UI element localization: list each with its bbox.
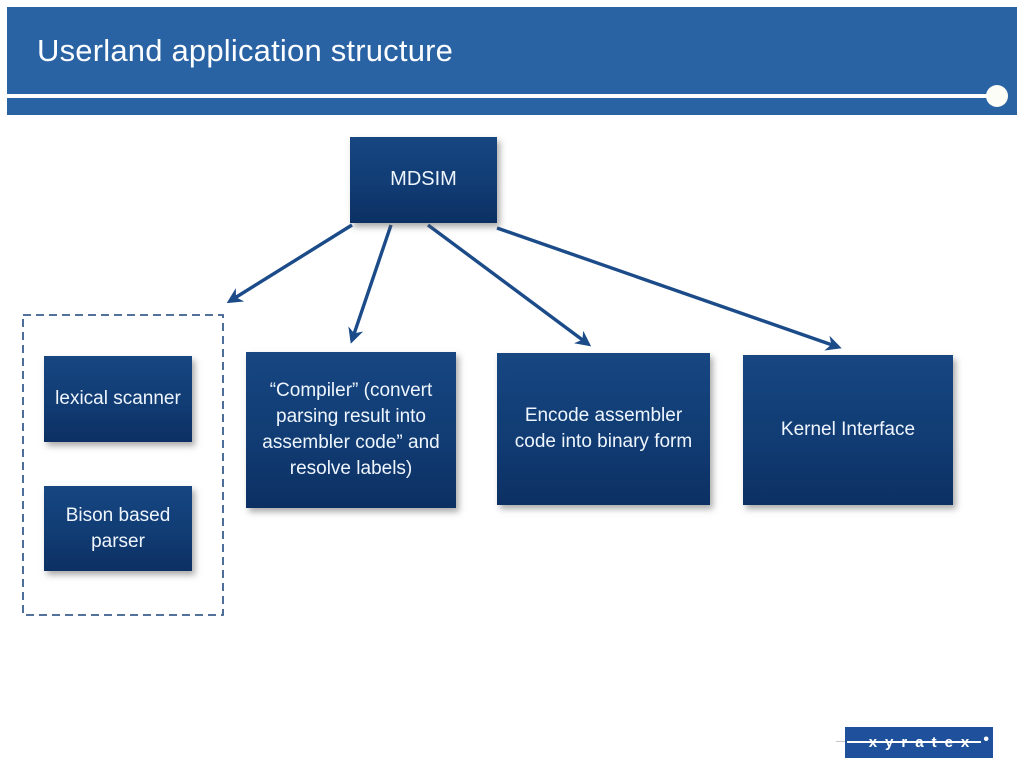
node-encoder [497, 353, 710, 505]
logo-dot: • [983, 731, 989, 748]
edge-mdsim-compiler [352, 225, 391, 340]
node-mdsim-label: MDSIM [390, 168, 457, 191]
node-lexical-scanner-label: lexical scanner [55, 388, 181, 410]
node-bison-parser-label: Bison based parser [65, 504, 171, 552]
node-lexical-scanner [44, 356, 192, 442]
edge-mdsim-scanner-group [230, 225, 352, 301]
edge-mdsim-encoder [428, 225, 588, 344]
node-mdsim [350, 137, 497, 223]
node-encoder-label: Encode assembler code into binary form [514, 405, 693, 452]
header-bar [7, 7, 1017, 115]
node-bison-parser [44, 486, 192, 571]
node-compiler [246, 352, 456, 508]
node-compiler-label: “Compiler” (convert parsing result into assembler code” and resolve labels) [262, 380, 440, 479]
node-kernel-interface-label: Kernel Interface [780, 419, 916, 441]
page-title: Userland application structure [37, 33, 454, 68]
xyratex-logo [845, 727, 993, 758]
logo-text: xyratex [868, 734, 978, 751]
edge-mdsim-kernel [497, 228, 838, 347]
header-divider-line [7, 94, 987, 98]
node-kernel-interface [743, 355, 953, 505]
header-divider-dot [986, 85, 1008, 107]
